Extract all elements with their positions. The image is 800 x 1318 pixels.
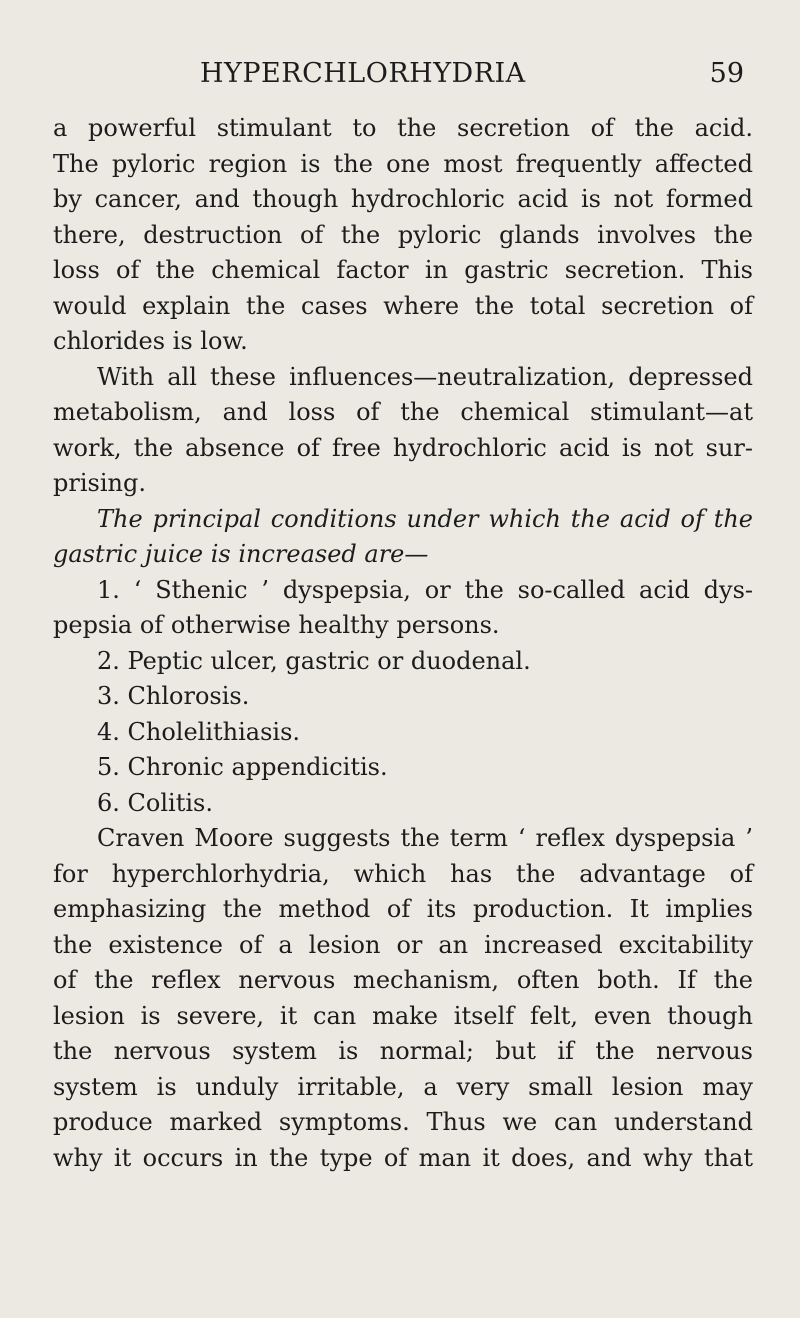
text-line: would explain the cases where the total secretion of xyxy=(53,291,753,320)
paragraph-2 xyxy=(53,360,753,502)
text-line: a powerful stimulant to the secretion of the acid. xyxy=(53,114,753,142)
text-line: The principal conditions under which the acid of the xyxy=(97,504,753,533)
text-line: emphasizing the method of its production. It implies xyxy=(53,895,753,923)
list-item: 4. Cholelithiasis. xyxy=(97,717,301,746)
text-line: the existence of a lesion or an increased excitability xyxy=(53,930,753,959)
text-line: prising. xyxy=(53,469,146,497)
paragraph-3-conditions-heading xyxy=(53,502,753,573)
text-line: metabolism, and loss of the chemical stimulant—at xyxy=(53,398,753,426)
list-item xyxy=(53,573,753,644)
text-line: system is unduly irritable, a very small lesion may xyxy=(53,1072,753,1101)
body-text xyxy=(53,111,753,1176)
text-line: why it occurs in the type of man it does, and why that xyxy=(53,1143,753,1172)
list-item: 2. Peptic ulcer, gastric or duodenal. xyxy=(97,646,531,675)
running-title: HYPERCHLORHYDRIA xyxy=(200,58,526,89)
text-line: The pyloric region is the one most frequently affected xyxy=(53,149,753,178)
list-item: 5. Chronic appendicitis. xyxy=(97,753,388,781)
text-line: work, the absence of free hydrochloric acid is not sur- xyxy=(53,433,753,462)
text-line: 1. ‘ Sthenic ’ dyspepsia, or the so-called acid dys- xyxy=(97,575,753,604)
text-line: loss of the chemical factor in gastric secretion. This xyxy=(53,256,753,284)
conditions-list xyxy=(53,573,753,822)
running-head xyxy=(0,58,800,98)
text-line: lesion is severe, it can make itself felt, even though xyxy=(53,1001,753,1030)
text-line: there, destruction of the pyloric glands involves the xyxy=(53,220,753,249)
text-line: the nervous system is normal; but if the nervous xyxy=(53,1037,753,1065)
paragraph-4 xyxy=(53,821,753,1176)
paragraph-1 xyxy=(53,111,753,360)
text-line: produce marked symptoms. Thus we can understand xyxy=(53,1108,753,1136)
text-line: for hyperchlorhydria, which has the advantage of xyxy=(53,859,753,888)
text-line: With all these influences—neutralization, depressed xyxy=(97,362,753,391)
text-line: chlorides is low. xyxy=(53,327,248,355)
text-line: pepsia of otherwise healthy persons. xyxy=(53,611,500,639)
text-line: of the reflex nervous mechanism, often both. If the xyxy=(53,966,753,994)
text-line: by cancer, and though hydrochloric acid is not formed xyxy=(53,185,753,213)
list-item: 6. Colitis. xyxy=(97,788,213,817)
list-item: 3. Chlorosis. xyxy=(97,682,250,710)
page-number: 59 xyxy=(709,58,744,89)
text-line: Craven Moore suggests the term ‘ reflex dyspepsia ’ xyxy=(97,824,753,852)
text-line: gastric juice is increased are— xyxy=(53,540,429,568)
